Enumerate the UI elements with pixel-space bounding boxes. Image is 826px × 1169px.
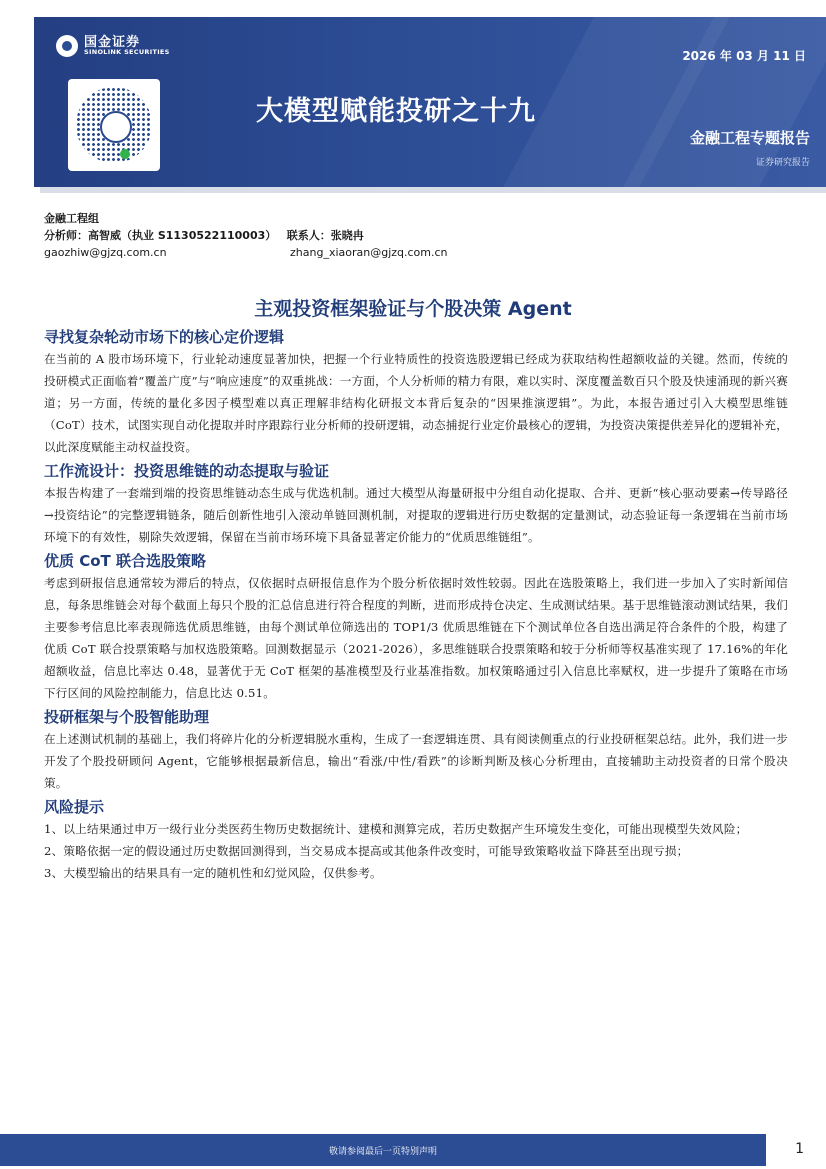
report-body — [44, 326, 788, 886]
section-paragraph: 在当前的 A 股市场环境下，行业轮动速度显著加快，把握一个行业特质性的投资选股逻辑已经成为获取结构性超额收益的关键。然而，传统的投研模式正面临着“覆盖广度”与“响应速度”的双重挑战：一方面，个人分析师的精力有限，难以实时、深度覆盖数百只个股及快速涌现的新兴赛道；另一方面，传统的量化多因子模型难以真正理解非结构化研报文本背后复杂的“因果推演逻辑”。为此，本报告通过引入大模型思维链（CoT）技术，试图实现自动化提取并时序跟踪行业分析师的投研逻辑，动态捕捉行业定价最核心的逻辑，为投资决策提供差异化的逻辑补充，以此深度赋能主动权益投资。 — [44, 352, 788, 454]
analyst-name: 高智威（执业 S1130522110003） — [88, 229, 277, 242]
logo-name-en: SINOLINK SECURITIES — [84, 48, 170, 57]
section-heading: 投研框架与个股智能助理 — [44, 708, 210, 726]
banner-shadow — [40, 187, 826, 193]
wechat-mark-icon — [120, 149, 130, 159]
footer-bar — [0, 1134, 766, 1166]
series-title: 大模型赋能投研之十九 — [256, 96, 536, 127]
section-paragraph: 本报告构建了一套端到端的投资思维链动态生成与优选机制。通过大模型从海量研报中分组自动化提取、合并、更新“核心驱动要素→传导路径→投资结论”的完整逻辑链条，随后创新性地引入滚动单链回测机制，对提取的逻辑进行历史数据的定量测试，动态验证每一条逻辑在当前市场环境下的有效性，剔除失效逻辑，保留在当前市场环境下具备显著定价能力的“优质思维链组”。 — [44, 486, 788, 544]
header-banner — [34, 17, 826, 187]
section-core-logic — [44, 326, 788, 458]
contact-email[interactable]: zhang_xiaoran@gjzq.com.cn — [290, 246, 448, 259]
risk-item: 2、策略依据一定的假设通过历史数据回测得到，当交易成本提高或其他条件改变时，可能导致策略收益下降甚至出现亏损； — [44, 844, 689, 858]
company-logo — [56, 35, 170, 57]
section-heading: 优质 CoT 联合选股策略 — [44, 552, 206, 570]
author-block — [44, 210, 448, 261]
logo-name-cn: 国金证券 — [84, 34, 141, 50]
section-risk — [44, 796, 788, 884]
section-heading: 工作流设计：投资思维链的动态提取与验证 — [44, 462, 330, 480]
contact-name: 张晓冉 — [330, 229, 364, 242]
section-paragraph: 在上述测试机制的基础上，我们将碎片化的分析逻辑脱水重构，生成了一套逻辑连贯、具有阅读侧重点的行业投研框架总结。此外，我们进一步开发了个股投研顾问 Agent，它能够根据最新信息，输出“看涨/中性/看跌”的诊断判断及核心分析理由，直接辅助主动投资者的日常个股决策。 — [44, 732, 788, 790]
logo-mark-icon — [56, 35, 78, 57]
report-subtype: 证券研究报告 — [755, 158, 810, 168]
section-workflow — [44, 460, 788, 548]
footer-disclaimer: 敬请参阅最后一页特别声明 — [328, 1146, 437, 1157]
risk-item: 3、大模型输出的结果具有一定的随机性和幻觉风险，仅供参考。 — [44, 866, 382, 880]
qr-code — [68, 79, 160, 171]
section-cot-strategy — [44, 550, 788, 704]
contact-label: 联系人： — [286, 229, 331, 242]
analyst-label: 分析师： — [44, 229, 88, 242]
page-number: 1 — [795, 1141, 804, 1157]
risk-item: 1、以上结果通过申万一级行业分类医药生物历史数据统计、建模和测算完成，若历史数据产生环境发生变化，可能出现模型失效风险； — [44, 822, 748, 836]
analyst-row — [44, 227, 364, 244]
section-agent — [44, 706, 788, 794]
qr-code-center-icon — [100, 111, 132, 143]
section-heading: 寻找复杂轮动市场下的核心定价逻辑 — [44, 328, 285, 346]
report-type: 金融工程专题报告 — [689, 129, 810, 147]
report-date: 2026 年 03 月 11 日 — [682, 49, 806, 63]
section-heading: 风险提示 — [44, 798, 105, 816]
report-title: 主观投资框架验证与个股决策 Agent — [254, 297, 572, 320]
research-team: 金融工程组 — [44, 212, 99, 225]
analyst-email[interactable]: gaozhiw@gjzq.com.cn — [44, 246, 167, 259]
section-paragraph: 考虑到研报信息通常较为滞后的特点，仅依据时点研报信息作为个股分析依据时效性较弱。因此在选股策略上，我们进一步加入了实时新闻信息，每条思维链会对每个截面上每只个股的汇总信息进行符合程度的判断，进而形成持仓决定、生成测试结果。基于思维链滚动测试结果，我们主要参考信息比率表现筛选优质思维链，由每个测试单位筛选出的 TOP1/3 优质思维链在下个测试单位各自选出满足符合条件的个股，构建了优质 CoT 联合投票策略与加权选股策略。回测数据显示（2021-2026），多思维链联合投票策略和较于分析师等权基准实现了 17.16%的年化超额收益，信息比率达 0.48，显著优于无 CoT 框架的基准模型及行业基准指数。加权策略通过引入信息比率赋权，进一步提升了策略在市场下行区间的风险控制能力，信息比达 0.51。 — [44, 576, 788, 700]
